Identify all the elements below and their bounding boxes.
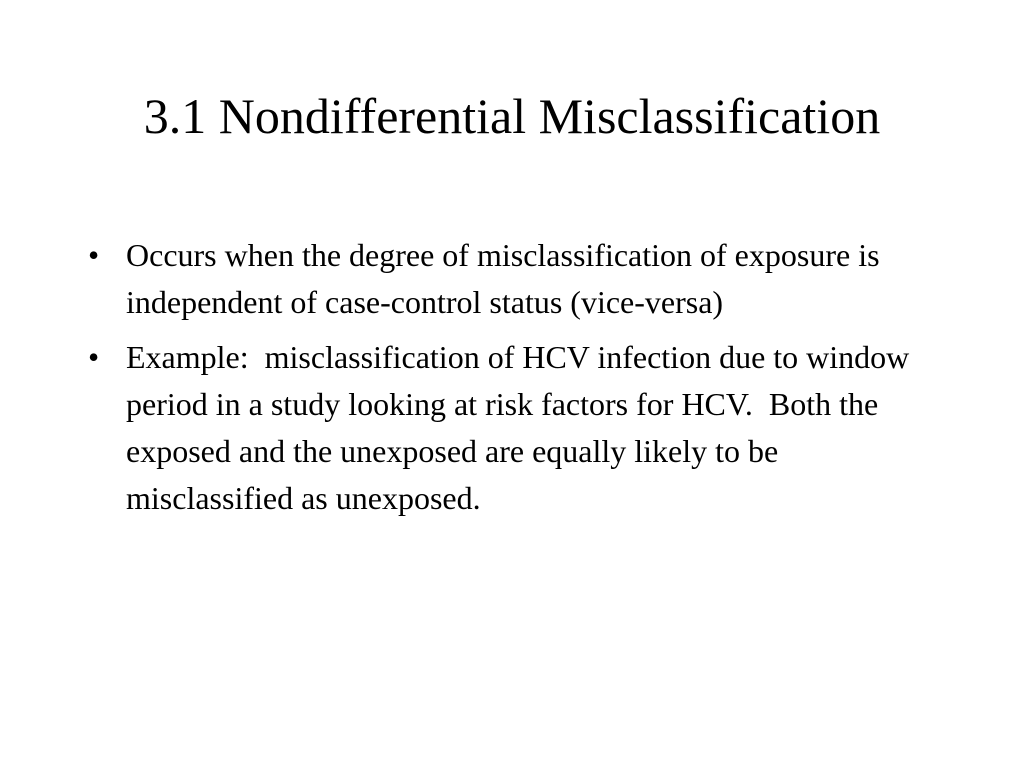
bullet-list (88, 232, 948, 530)
bullet-marker: • (88, 339, 100, 375)
bullet-text: Occurs when the degree of misclassification of exposure is independent of case-control status (vice-versa) (126, 237, 888, 320)
bullet-item-occurs (88, 232, 948, 326)
bullet-text: Example: misclassification of HCV infection due to window period in a study looking at risk factors for HCV. Both the exposed and the unexposed are equally likely to be misclassified as unexposed. (126, 339, 918, 516)
slide-title: 3.1 Nondifferential Misclassification (143, 88, 881, 144)
bullet-item-example (88, 334, 948, 522)
bullet-marker: • (88, 237, 100, 273)
